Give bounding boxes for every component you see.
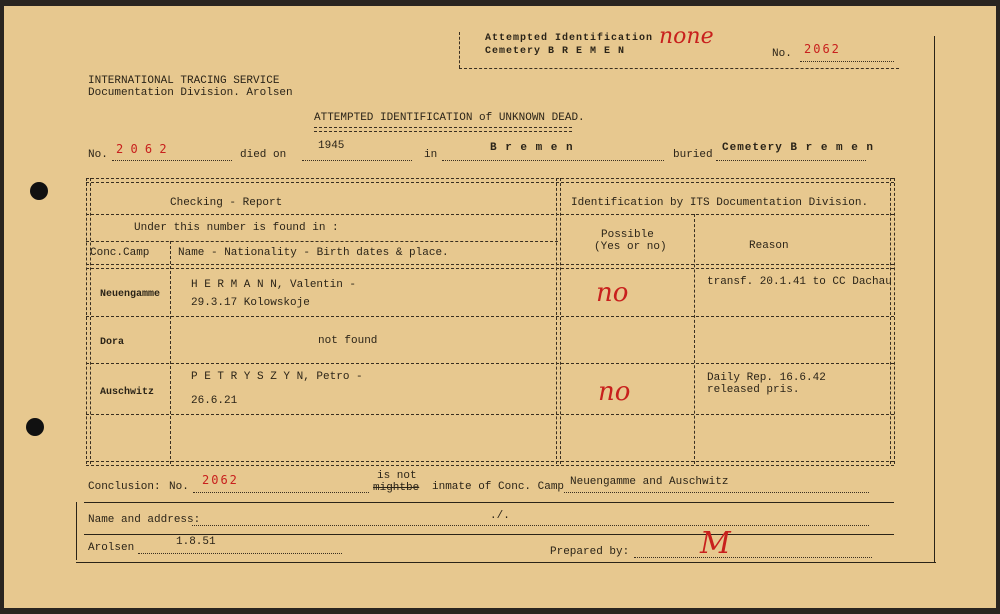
punch-hole-top: [30, 182, 48, 200]
conclusion-camps-dots: [564, 492, 869, 493]
row-1-name-line-1: H E R M A N N, Valentin -: [191, 279, 357, 291]
punch-hole-bottom: [26, 418, 44, 436]
table-left-border: [86, 178, 87, 464]
record-no-value: 2 0 6 2: [116, 142, 167, 156]
row-3-possible: no: [598, 377, 631, 407]
record-in-dots: [442, 160, 664, 161]
table-bottom-border: [86, 461, 894, 466]
org-line-2: Documentation Division. Arolsen: [88, 87, 293, 99]
conclusion-no-dots: [193, 492, 369, 493]
name-address-label: Name and address:: [88, 514, 201, 526]
header-no-dots: [800, 61, 894, 62]
row-3-reason-line-1: Daily Rep. 16.6.42: [707, 372, 826, 384]
table-mid-divider: [556, 178, 557, 464]
record-died-dots: [302, 160, 412, 161]
camp-col-divider: [170, 241, 171, 464]
org-line-1: INTERNATIONAL TRACING SERVICE: [88, 75, 280, 87]
conclusion-no-label: No.: [169, 481, 189, 493]
record-buried-label: buried: [673, 149, 713, 161]
right-rule: [934, 36, 935, 563]
reason-col-divider: [694, 214, 695, 464]
row-2-camp: Dora: [100, 337, 125, 348]
table-right-border: [890, 178, 891, 464]
header-line-2: Cemetery B R E M E N: [485, 46, 626, 57]
its-identification-header: Identification by ITS Documentation Division.: [571, 197, 869, 209]
row-divider-3: [86, 414, 894, 415]
table-left-border-2: [90, 178, 91, 464]
record-in-value: B r e m e n: [490, 142, 574, 154]
page-title: ATTEMPTED IDENTIFICATION of UNKNOWN DEAD.: [314, 112, 585, 124]
record-no-label: No.: [88, 149, 108, 161]
conclusion-rest: inmate of Conc. Camp: [432, 481, 565, 493]
header-no-value: 2062: [804, 42, 841, 56]
conclusion-camps: Neuengamme and Auschwitz: [570, 476, 729, 488]
bottom-rule: [76, 562, 936, 563]
header-handwritten-note: none: [659, 24, 714, 49]
footer-date: 1.8.51: [176, 536, 216, 548]
row-1-name-line-2: 29.3.17 Kolowskoje: [191, 297, 310, 309]
conclusion-label: Conclusion:: [88, 481, 161, 493]
row-2-name-line-1: not found: [318, 335, 378, 347]
record-buried-value: Cemetery B r e m e n: [722, 142, 875, 154]
col-header-possible-2: (Yes or no): [594, 241, 667, 253]
record-no-dots: [112, 160, 232, 161]
row-3-reason-line-2: released pris.: [707, 384, 800, 396]
under-number-label: Under this number is found in :: [134, 222, 339, 234]
row-divider-1: [86, 316, 894, 317]
conclusion-rule: [84, 502, 894, 503]
document-card: [4, 6, 996, 608]
row-3-name-line-2: 26.6.21: [191, 395, 238, 407]
record-in-label: in: [424, 149, 438, 161]
row-divider-2: [86, 363, 894, 364]
row-1-reason-line-1: transf. 20.1.41 to CC Dachau: [707, 276, 892, 288]
record-died-label: died on: [240, 149, 287, 161]
conclusion-no-value: 2062: [202, 473, 239, 487]
row-1-camp: Neuengamme: [100, 289, 161, 300]
prepared-by-label: Prepared by:: [550, 546, 630, 558]
table-mid-divider-2: [560, 178, 561, 464]
name-address-rule: [84, 534, 894, 535]
col-header-camp: Conc.Camp: [90, 247, 150, 259]
footer-place: Arolsen: [88, 542, 135, 554]
conclusion-struck: mightbe: [373, 482, 420, 494]
row-1-possible: no: [596, 278, 629, 308]
header-line-1: Attempted Identification: [485, 33, 654, 44]
row-3-camp: Auschwitz: [100, 387, 155, 398]
conclusion-is-not: is not: [377, 470, 417, 482]
lower-left-rule: [76, 502, 77, 560]
record-buried-dots: [716, 160, 866, 161]
footer-date-dots: [138, 553, 342, 554]
table-header-divider: [86, 214, 894, 215]
prepared-by-signature: M: [700, 526, 731, 561]
table-right-border-2: [894, 178, 895, 464]
header-box-left: [459, 32, 460, 68]
prepared-by-dots: [634, 557, 872, 558]
header-box-bottom: [459, 68, 899, 69]
col-header-name: Name - Nationality - Birth dates & place.: [178, 247, 449, 259]
col-header-reason: Reason: [749, 240, 789, 252]
title-underline: [314, 127, 572, 132]
name-address-value: ./.: [490, 510, 510, 522]
table-top-border: [86, 178, 894, 183]
record-died-value: 1945: [318, 140, 345, 152]
col-header-possible-1: Possible: [601, 229, 654, 241]
row-3-name-line-1: P E T R Y S Z Y N, Petro -: [191, 371, 363, 383]
name-address-dots: [192, 525, 869, 526]
table-colheader-divider: [86, 264, 894, 269]
checking-report-header: Checking - Report: [170, 197, 283, 209]
table-under-divider: [86, 241, 558, 242]
header-no-label: No.: [772, 48, 792, 60]
